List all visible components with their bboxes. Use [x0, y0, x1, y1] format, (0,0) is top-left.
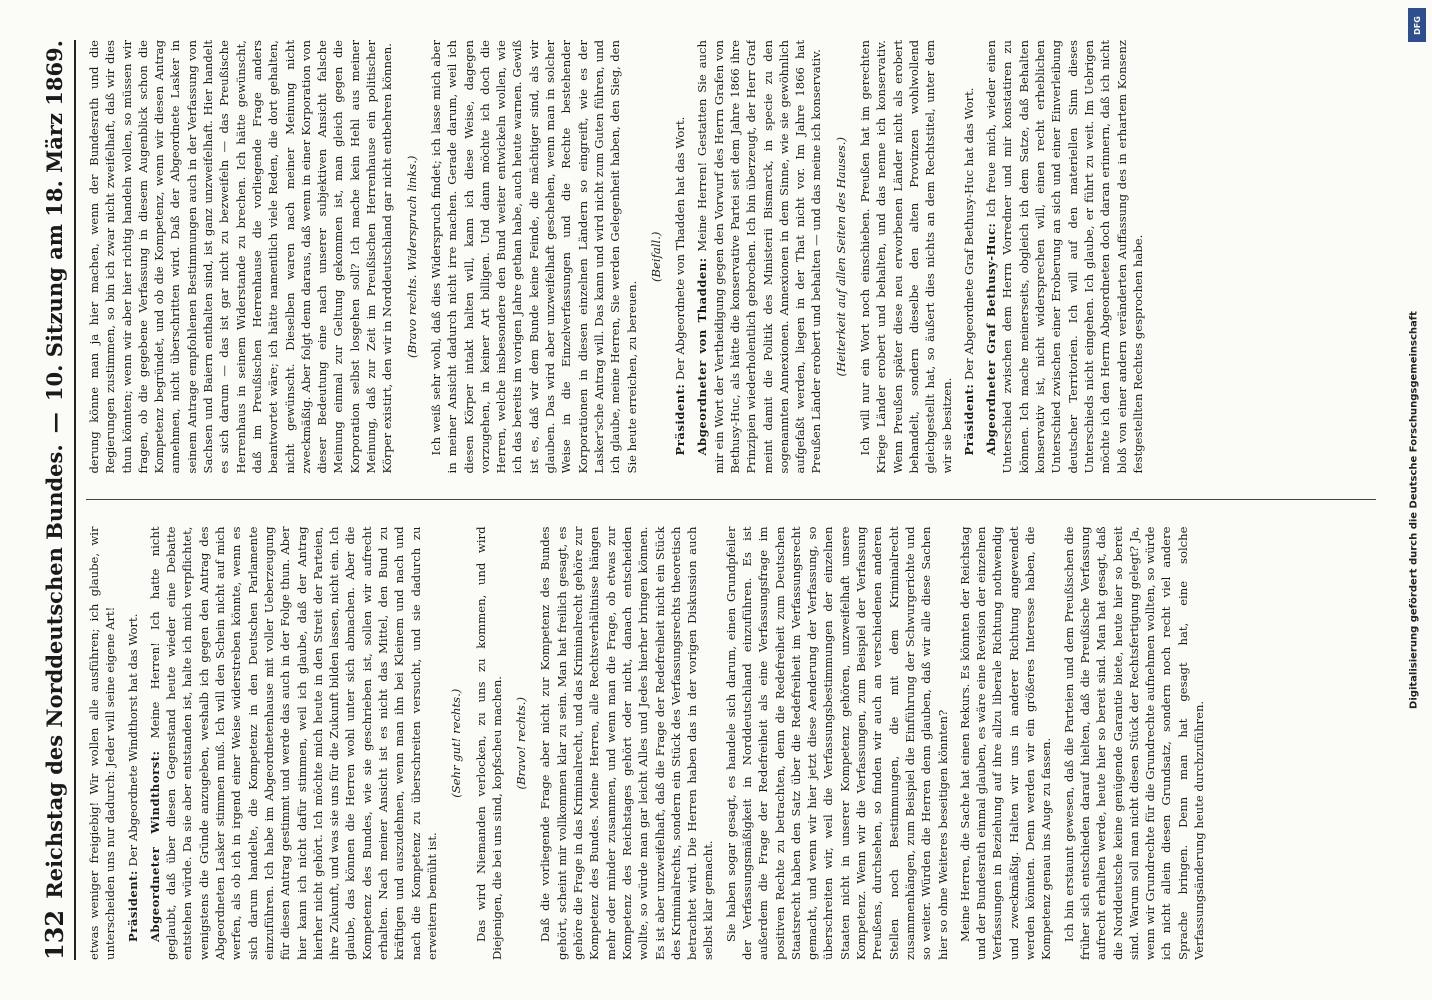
- speech-text: Meine Herren! Gestatten Sie auch mir ein Wort der Vertheidigung gegen den Vorwurf des Herrn Grafen von Bethusy-Huc, als hätte die konservative Partei seit dem Jahre 1866 ihre Prinzipien wiederholentlich gebrochen. Ich bin überzeugt, der Herr Graf meint damit die Politik des Ministerii Bismarck, in specie zu den sogenannten Annexionen. Annexionen in dem Sinne, wie sie gewöhnlich aufgefaßt werden, liegen in der That nicht vor. Im Jahre 1866 hat Preußen Länder erobert und behalten — und das meine ich konservativ.: [695, 40, 824, 474]
- running-head: [34, 20, 74, 980]
- text-paragraph: Ich bin erstaunt gewesen, daß die Parteien und dem Preußischen die früher sich entschieden darauf hielten, daß die Preußische Verfassung aufrecht erhalten werde, heute hier so bereit sind. Man hat gesagt, daß die Norddeutsche keine genügende Garantie biete, heute hier so bereit sind. Warum soll man nicht diesen Stück der Rechtsfertigung gelegt? Ja, wenn wir Grundrechte für die Grundrechte aufnehmen wollten, so würde ich nicht allein diesen Grundsatz, sondern noch recht viel andere Sprache bringen. Denn man hat gesagt hat, eine solche Verfassungsänderung heute durchzuführen.: [1061, 526, 1206, 960]
- interjection: (Bravo! rechts.): [514, 696, 529, 790]
- speech-text: Der Abgeordnete Graf Bethusy-Huc hat das Wort.: [961, 87, 976, 384]
- column-divider: [86, 500, 1376, 501]
- text-paragraph: Ich weiß sehr wohl, daß dies Widerspruch findet; ich lasse mich aber in meiner Ansicht dadurch nicht irre machen. Gerade darum, weil ich diesen Körper intakt halten will, kann ich diese Weise, dagegen vorzugehen, in keiner Art billigen. Und dann möchte ich doch die Herren, welche insbesondere den Bund weiter entwickeln wollen, wie ich das bereits im vorigen Jahre gethan habe, auch heute warnen. Gewiß ist es, daß wir dem Bunde keine Feinde, die mächtiger sind, als wir glauben. Das wird aber unzweifelhaft geschehen, wenn man in solcher Weise in die Einzelverfassungen und die Rechte bestehender Korporationen in diesen einzelnen Ländern so eingreift, wie es der Lasker'sche Antrag will. Das kann und wird nicht zum Guten führen, und ich glaube, meine Herren, Sie werden Gelegenheit haben, den Sieg, den Sie heute erreichen, zu bereuen.: [428, 40, 639, 474]
- speech-paragraph: [672, 40, 688, 474]
- header-rule: [74, 40, 76, 960]
- text-paragraph: Daß die vorliegende Frage aber nicht zur Kompetenz des Bundes gehört, scheint mir vollkommen klar zu sein. Man hat freilich gesagt, es gehöre die Frage in das Kriminalrecht, und das Kriminalrecht gehöre zur Kompetenz des Bundes. Meine Herren, alle Rechtsverhältnisse hängen mehr oder minder zusammen, und wenn man die Frage, ob etwas zur Kompetenz des Reichstages gehört oder nicht, danach entscheiden wollte, so würde man gar leicht Alles und Jedes hierher bringen können. Es ist aber unzweifelhaft, daß die Frage der Redefreiheit nicht ein Stück des Kriminalrechts, sondern ein Stück des Verfassungsrechts theoretisch betrachtet wird. Die Herren haben das in der vorigen Diskussion auch selbst klar gemacht.: [538, 526, 716, 960]
- speech-text: Meine Herren! Ich hatte nicht geglaubt, daß über diesen Gegenstand heute wieder eine Debatte entstehen würde. Da sie aber entstanden ist, halte ich mich verpflichtet, wenigstens die Gründe anzugeben, weshalb ich gegen den Antrag des Abgeordneten Lasker stimmen muß. Ich will den Schein nicht auf mich werfen, als ob ich in irgend einer Weise widerstreben könnte, wenn es sich darum handelte, die Kompetenz in den Deutschen Parlamente einzuführen. Ich habe im Abgeordnetenhause mit voller Ueberzeugung für diesen Antrag gestimmt und werde das auch in der Folge thun. Aber hier kann ich nicht dafür stimmen, weil ich glaube, daß der Antrag hierher nicht gehört. Ich möchte mich heute in den Streit der Parteien, ihre Zukunft, und was sie uns für die Zukunft bilden lassen, nicht ein. Ich glaube, das können die Herren wohl unter sich abmachen. Aber die Kompetenz des Bundes, wie sie geschrieben ist, sollen wir aufrecht erhalten. Nach meiner Ansicht ist es nicht das Mittel, den Bund zu kräftigen und auszudehnen, wenn man ihn bei Kleinem und nach und nach die Kompetenz zu überschreiten versucht, und sie dadurch zu erweitern bemüht ist.: [147, 526, 439, 960]
- speaker-name: Abgeordneter Graf Bethusy-Huc:: [984, 222, 999, 456]
- speech-paragraph: [147, 527, 440, 961]
- interjection: (Heiterkeit auf allen Seiten des Hauses.): [833, 137, 848, 377]
- text-paragraph: etwas weniger freigiebig! Wir wollen alle ausführen; ich glaube, wir unterscheiden uns nur dadurch: Jeder will seine eigene Art!: [87, 526, 118, 960]
- speech-text: Ich freue mich, wieder einen Unterschied zwischen dem Herrn Vorredner und mir konstatiren zu können. Ich mache meinerseits, obgleich ich dem Satze, daß Behalten konservativ ist, nicht widersprechen will, einen recht erheblichen Unterschied zwischen einer Eroberung an sich und einer Einverleibung deutscher Territorien. Ich will auf den materiellen Sinn dieses Unterschieds nicht eingehen. Ich glaube, er führt zu weit. Im Uebrigen möchte ich den Herrn Abgeordneten doch daran erinnern, daß ich nicht bloß von einer andern veränderten Auffassung des in erhartem Konsenz festgestellten Rechtes gesprochen habe.: [984, 40, 1145, 474]
- speaker-name: Präsident:: [125, 870, 140, 942]
- interjection: (Beifall.): [648, 231, 663, 282]
- speaker-name: Präsident:: [673, 383, 688, 456]
- rotated-page-content: [16, 20, 1416, 980]
- digitization-credit: [1402, 10, 1426, 990]
- speaker-name: Präsident:: [961, 383, 976, 456]
- speech-paragraph: [961, 40, 977, 474]
- text-paragraph: derung könne man ja hier machen, wenn der Bundesrath und die Regierungen zustimmen, so bin ich zwar nicht zweifelhaft, daß wir dies thun könnten; wenn wir aber hier richtig handeln wollen, so müssen wir fragen, ob die gegebene Verfassung in diesem Augenblick schon die Kompetenz begründet, und ob die Kompetenz, wenn wir diesen Antrag annehmen, nicht überschritten wird. Daß der Abgeordnete Lasker in seinem Antrage empfohlenen Bestimmungen auch in der Verfassung von Sachsen und Baiern enthalten sind, ist ganz unzweifelhaft. Hier handelt es sich darum — das ist gar nicht zu bezweifeln — das Preußische Herrenhaus in seinem Widerstande zu brechen. Ich hätte gewünscht, daß im Preußischen Herrenhause die vorliegende Frage anders beantwortet wäre; ich hätte namentlich viele Reden, die dort gehalten, nicht gewünscht. Dieselben waren nach meiner Meinung nicht zweckmäßig. Aber folgt denn daraus, daß wenn in einer Korporation von dieser Bedeutung eine nach unserer subjektiven Ansicht falsche Meinung einmal zur Geltung gekommen ist, man gleich gegen die Korporation selbst losgehen soll? Ich mache kein Hehl aus meiner Meinung, daß zur Zeit im Preußischen Herrenhause ein politischer Körper existirt, den wir in Norddeutschland gar nicht entbehren können.: [87, 40, 395, 474]
- interjection: (Sehr gut! rechts.): [449, 688, 464, 798]
- speech-paragraph: [125, 527, 141, 961]
- speech-text: Der Abgeordnete von Thadden hat das Wort.: [673, 116, 688, 384]
- speech-paragraph: [694, 40, 824, 474]
- text-columns: [86, 40, 1376, 960]
- speaker-name: Abgeordneter von Thadden:: [695, 257, 710, 456]
- speech-text: Der Abgeordnete Windthorst hat das Wort.: [125, 613, 140, 871]
- text-paragraph: Meine Herren, die Sache hat einen Rekurs. Es könnten der Reichstag und der Bundesrath einmal glauben, es wäre eine Revision der einzelnen Verfassungen in Beziehung auf ihre allzu liberale Richtung nothwendig und zweckmäßig. Halten wir uns in anderer Richtung angewendet werden könnten. Denn werden wir ein größeres Interesse haben, die Kompetenz genau ins Auge zu fassen.: [957, 526, 1054, 960]
- right-column: [86, 40, 1376, 474]
- text-paragraph: Das wird Niemanden verlocken, zu uns zu kommen, und wird Diejenigen, die bei uns sind, kopfscheu machen.: [473, 526, 504, 960]
- left-column: [86, 527, 1376, 961]
- text-paragraph: Ich will nur ein Wort noch einschieben. Preußen hat im gerechten Kriege Länder erobert und behalten, und das nenne ich konservativ. Wenn Preußen später diese neu erworbenen Länder nicht als erobert behandelt, sondern dieselbe den alten Provinzen wohlwollend gleichgestellt hat, so äußert dies nichts an dem Rechtstitel, unter dem wir sie besitzen.: [858, 40, 954, 474]
- text-paragraph: Sie haben sogar gesagt, es handele sich darum, einen Grundpfeiler der Verfassungsmäßigkeit in Norddeutschland einzuführen. Es ist außerdem die Frage der Redefreiheit als eine Verfassungsfrage im positiven Rechte zu betrachten, denn die Redefreiheit zum Deutschen Staatsrecht haben den Satz über die Redefreiheit im Verfassungsrecht gemacht, und wenn wir hier jetzt diese Aenderung der Verfassung, so überschreiten wir, weil die Verfassungsbestimmungen der einzelnen Staaten nicht in unserer Kompetenz gehören, unzweifelhaft unsere Kompetenz. Wenn wir die Verfassungen, zum Beispiel der Verfassung Preußens, durchsehen, so finden wir auch an verschiedenen anderen Stellen noch Bestimmungen, die mit dem Kriminalrecht zusammenhängen, zum Beispiel die Einführung der Schwurgerichte und so weiter. Würden die Herren denn glauben, daß wir alle diese Sachen hier so ohne Weiteres beseitigen könnten?: [723, 526, 950, 960]
- speaker-name: Abgeordneter Windthorst:: [147, 750, 162, 942]
- running-head-right-title: 10. Sitzung am 18. März 1869.: [41, 40, 67, 402]
- speech-paragraph: [983, 40, 1146, 474]
- page-number: 132: [39, 909, 69, 960]
- running-head-separator: —: [41, 412, 67, 434]
- running-head-left-title: Reichstag des Norddeutschen Bundes.: [41, 444, 67, 899]
- interjection: (Bravo rechts. Widerspruch links.): [404, 155, 419, 358]
- dfg-logo-text: DFG: [1412, 15, 1422, 35]
- digitization-credit-text: Digitalisierung gefördert durch die Deutsche Forschungsgemeinschaft: [1408, 311, 1420, 709]
